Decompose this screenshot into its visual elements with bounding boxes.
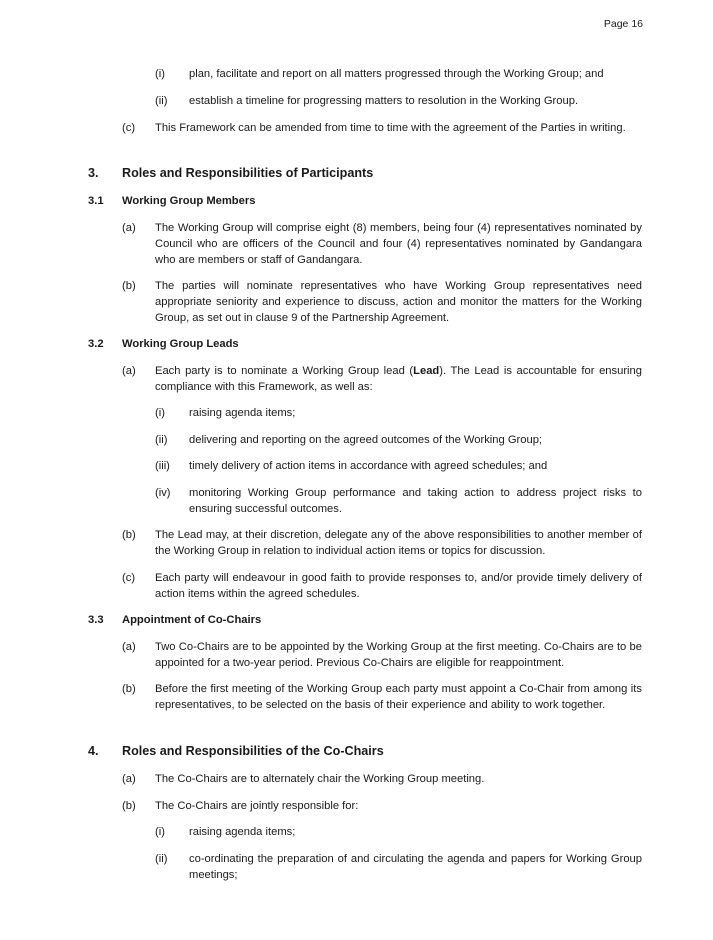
item-text: Each party is to nominate a Working Group lead (Lead). The Lead is accountable for ensuring compliance with this Framework, as well as: [155, 365, 642, 393]
item-text: The Working Group will comprise eight (8) members, being four (4) representatives nominated by Council who are officers of the Council and four (4) representatives nominated by Gandangara who are members or staff of Gandangara. [155, 222, 642, 266]
item-label: (a) [122, 222, 136, 234]
subsection-number: 3.2 [88, 338, 104, 350]
item-text: The Co-Chairs are jointly responsible for: [155, 800, 359, 812]
item-text: The Co-Chairs are to alternately chair the Working Group meeting. [155, 773, 485, 785]
subsection-heading: Appointment of Co-Chairs [122, 614, 262, 626]
item-label: (b) [122, 529, 136, 541]
item-label: (c) [122, 572, 136, 584]
subsection-heading: Working Group Leads [122, 338, 239, 350]
item-label: (ii) [155, 95, 168, 107]
item-label: (i) [155, 407, 165, 419]
item-label: (a) [122, 773, 136, 785]
item-label: (c) [122, 122, 136, 134]
subsection-heading: Working Group Members [122, 195, 256, 207]
item-text: Before the first meeting of the Working Group each party must appoint a Co-Chair from among its representatives, to be selected on the basis of their experience and ability to work together. [155, 683, 642, 711]
item-label: (b) [122, 683, 136, 695]
item-label: (b) [122, 280, 136, 292]
item-text: delivering and reporting on the agreed outcomes of the Working Group; [189, 434, 543, 446]
section-heading: Roles and Responsibilities of the Co-Chairs [122, 744, 384, 758]
section-number: 3. [88, 166, 99, 180]
subsection-number: 3.3 [88, 614, 104, 626]
item-label: (iv) [155, 487, 171, 499]
item-label: (i) [155, 68, 165, 80]
item-label: (ii) [155, 853, 168, 865]
item-text: plan, facilitate and report on all matters progressed through the Working Group; and [189, 68, 604, 80]
section-number: 4. [88, 744, 99, 758]
item-text: raising agenda items; [189, 826, 296, 838]
item-label: (a) [122, 641, 136, 653]
item-text: Each party will endeavour in good faith to provide responses to, and/or provide timely delivery of action items within the agreed schedules. [155, 572, 642, 600]
item-text: The parties will nominate representatives who have Working Group representatives need appropriate seniority and experience to discuss, action and monitor the matters for the Working Group, as set out in clause 9 of the Partnership Agreement. [155, 280, 642, 324]
section-heading: Roles and Responsibilities of Participants [122, 166, 374, 180]
item-text: timely delivery of action items in accordance with agreed schedules; and [189, 460, 548, 472]
item-text: raising agenda items; [189, 407, 296, 419]
subsection-number: 3.1 [88, 195, 104, 207]
item-text: establish a timeline for progressing matters to resolution in the Working Group. [189, 95, 579, 107]
item-text: The Lead may, at their discretion, delegate any of the above responsibilities to another member of the Working Group in relation to individual action items or topics for discussion. [155, 529, 642, 557]
defined-term: Lead [413, 365, 440, 377]
item-text: This Framework can be amended from time to time with the agreement of the Parties in writing. [155, 122, 626, 134]
item-text: co-ordinating the preparation of and circulating the agenda and papers for Working Group meetings; [189, 853, 642, 881]
item-label: (b) [122, 800, 136, 812]
item-label: (iii) [155, 460, 170, 472]
item-label: (a) [122, 365, 136, 377]
item-label: (ii) [155, 434, 168, 446]
item-label: (i) [155, 826, 165, 838]
page-number: Page 16 [603, 18, 643, 30]
item-text: Two Co-Chairs are to be appointed by the Working Group at the first meeting. Co-Chairs are to be appointed for a two-year period. Previous Co-Chairs are eligible for reappointment. [155, 641, 642, 669]
item-text: monitoring Working Group performance and taking action to address project risks to ensuring successful outcomes. [189, 487, 642, 515]
